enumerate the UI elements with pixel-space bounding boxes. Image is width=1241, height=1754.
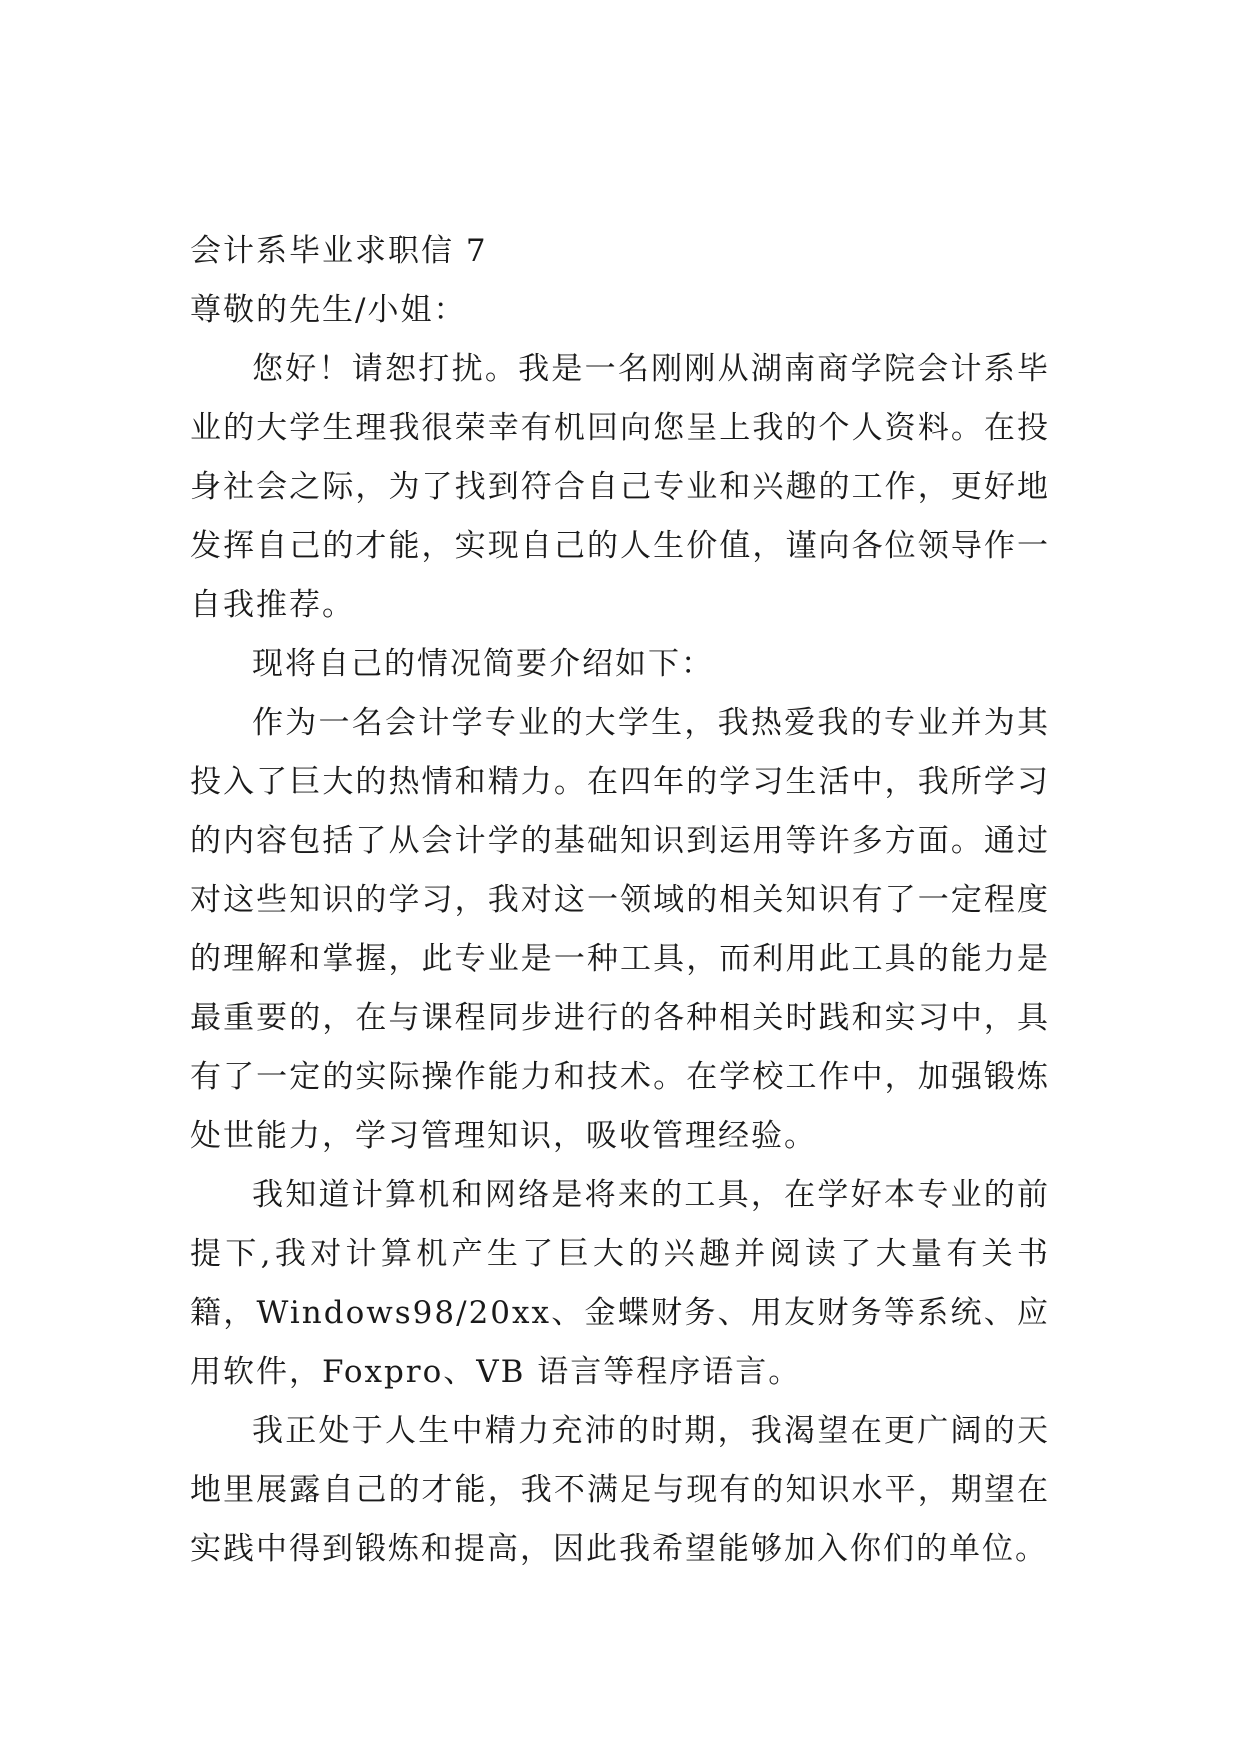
paragraph-introduction: 您好！请恕打扰。我是一名刚刚从湖南商学院会计系毕业的大学生理我很荣幸有机回向您呈上我的个人资料。在投身社会之际，为了找到符合自己专业和兴趣的工作，更好地发挥自己的才能，实现自己的人生价值，谨向各位领导作一自我推荐。 <box>190 351 1050 623</box>
salutation: 尊敬的先生/小姐： <box>190 292 467 328</box>
paragraph-overview: 现将自己的情况简要介绍如下： <box>252 646 714 682</box>
document-title: 会计系毕业求职信 7 <box>190 233 488 269</box>
paragraph-major: 作为一名会计学专业的大学生，我热爱我的专业并为其投入了巨大的热情和精力。在四年的学习生活中，我所学习的内容包括了从会计学的基础知识到运用等许多方面。通过对这些知识的学习，我对这一领域的相关知识有了一定程度的理解和掌握，此专业是一种工具，而利用此工具的能力是最重要的，在与课程同步进行的各种相关时践和实习中，具有了一定的实际操作能力和技术。在学校工作中，加强锻炼处世能力，学习管理知识，吸收管理经验。 <box>190 705 1050 1154</box>
paragraph-aspiration: 我正处于人生中精力充沛的时期，我渴望在更广阔的天地里展露自己的才能，我不满足与现有的知识水平，期望在实践中得到锻炼和提高，因此我希望能够加入你们的单位。 <box>190 1413 1050 1567</box>
letter-body <box>190 222 1050 1579</box>
paragraph-computer-skills: 我知道计算机和网络是将来的工具，在学好本专业的前提下,我对计算机产生了巨大的兴趣并阅读了大量有关书籍，Windows98/20xx、金蝶财务、用友财务等系统、应用软件，Foxpro、VB 语言等程序语言。 <box>190 1177 1050 1390</box>
